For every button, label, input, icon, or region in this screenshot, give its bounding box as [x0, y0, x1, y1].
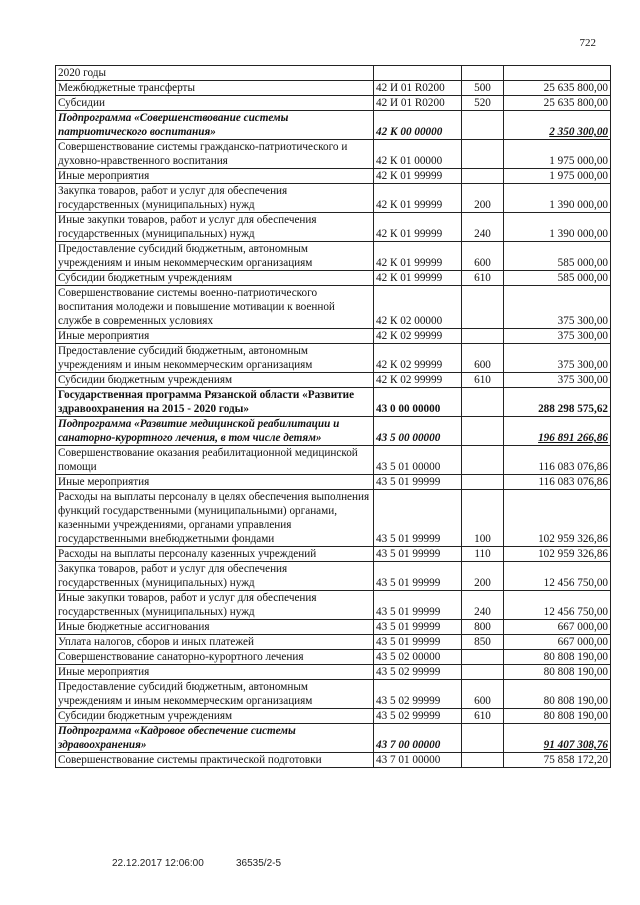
- row-code: 42 К 01 99999: [374, 213, 462, 242]
- row-amount: [504, 66, 611, 81]
- row-code: 43 5 01 99999: [374, 620, 462, 635]
- page-number: 722: [579, 37, 596, 49]
- row-name: Совершенствование санаторно-курортного лечения: [56, 650, 374, 665]
- row-expense-type: [462, 286, 504, 329]
- table-row: [56, 591, 611, 620]
- table-row: [56, 547, 611, 562]
- row-name: Расходы на выплаты персоналу казенных учреждений: [56, 547, 374, 562]
- row-name: Подпрограмма «Развитие медицинской реабилитации и санаторно-курортного лечения, в том числе детям»: [56, 417, 374, 446]
- row-amount: 1 390 000,00: [504, 213, 611, 242]
- row-amount: 75 858 172,20: [504, 753, 611, 768]
- table-row: [56, 562, 611, 591]
- table-body: [56, 66, 611, 768]
- row-code: 43 5 01 99999: [374, 490, 462, 547]
- row-expense-type: 610: [462, 373, 504, 388]
- row-name: Совершенствование системы военно-патриотического воспитания молодежи и повышение мотивации к военной службе в современных условиях: [56, 286, 374, 329]
- row-code: 43 5 01 99999: [374, 475, 462, 490]
- row-code: 43 5 01 00000: [374, 446, 462, 475]
- row-amount: 375 300,00: [504, 373, 611, 388]
- row-name: Закупка товаров, работ и услуг для обеспечения государственных (муниципальных) нужд: [56, 184, 374, 213]
- table-row: [56, 66, 611, 81]
- row-expense-type: 800: [462, 620, 504, 635]
- table-row: [56, 271, 611, 286]
- row-name: Совершенствование системы гражданско-патриотического и духовно-нравственного воспитания: [56, 140, 374, 169]
- table-row: [56, 753, 611, 768]
- row-name: Иные бюджетные ассигнования: [56, 620, 374, 635]
- row-name: Совершенствование оказания реабилитационной медицинской помощи: [56, 446, 374, 475]
- table-row: [56, 373, 611, 388]
- row-expense-type: 600: [462, 680, 504, 709]
- row-code: 42 К 02 99999: [374, 344, 462, 373]
- row-code: 43 5 01 99999: [374, 547, 462, 562]
- row-amount: 91 407 308,76: [504, 724, 611, 753]
- row-expense-type: 110: [462, 547, 504, 562]
- row-code: 42 И 01 R0200: [374, 81, 462, 96]
- row-code: 43 5 01 99999: [374, 635, 462, 650]
- table-row: [56, 417, 611, 446]
- table-row: [56, 490, 611, 547]
- row-code: 43 5 00 00000: [374, 417, 462, 446]
- row-code: 42 К 02 00000: [374, 286, 462, 329]
- table-row: [56, 140, 611, 169]
- row-amount: 80 808 190,00: [504, 709, 611, 724]
- row-expense-type: [462, 417, 504, 446]
- row-name: Государственная программа Рязанской области «Развитие здравоохранения на 2015 - 2020 годы»: [56, 388, 374, 417]
- row-name: Иные закупки товаров, работ и услуг для обеспечения государственных (муниципальных) нужд: [56, 213, 374, 242]
- row-code: 43 5 01 99999: [374, 562, 462, 591]
- row-amount: 102 959 326,86: [504, 547, 611, 562]
- row-amount: 1 390 000,00: [504, 184, 611, 213]
- row-amount: 25 635 800,00: [504, 81, 611, 96]
- table-row: [56, 169, 611, 184]
- row-code: 42 К 01 99999: [374, 242, 462, 271]
- row-name: Совершенствование системы практической подготовки: [56, 753, 374, 768]
- row-code: 43 0 00 00000: [374, 388, 462, 417]
- row-name: 2020 годы: [56, 66, 374, 81]
- row-name: Иные мероприятия: [56, 665, 374, 680]
- budget-table: [55, 65, 611, 768]
- row-expense-type: [462, 724, 504, 753]
- row-amount: 12 456 750,00: [504, 562, 611, 591]
- row-name: Субсидии бюджетным учреждениям: [56, 709, 374, 724]
- table-row: [56, 96, 611, 111]
- row-code: 43 5 01 99999: [374, 591, 462, 620]
- row-expense-type: [462, 388, 504, 417]
- row-expense-type: 200: [462, 562, 504, 591]
- row-expense-type: [462, 329, 504, 344]
- row-expense-type: 240: [462, 591, 504, 620]
- row-name: Субсидии бюджетным учреждениям: [56, 373, 374, 388]
- row-name: Иные мероприятия: [56, 329, 374, 344]
- row-amount: 375 300,00: [504, 286, 611, 329]
- row-amount: 375 300,00: [504, 344, 611, 373]
- row-amount: 12 456 750,00: [504, 591, 611, 620]
- row-expense-type: 100: [462, 490, 504, 547]
- row-code: 43 7 00 00000: [374, 724, 462, 753]
- row-name: Предоставление субсидий бюджетным, автономным учреждениям и иным некоммерческим организациям: [56, 242, 374, 271]
- row-amount: 585 000,00: [504, 242, 611, 271]
- row-expense-type: [462, 475, 504, 490]
- row-name: Межбюджетные трансферты: [56, 81, 374, 96]
- row-expense-type: [462, 753, 504, 768]
- row-name: Субсидии: [56, 96, 374, 111]
- row-code: [374, 66, 462, 81]
- row-amount: 667 000,00: [504, 635, 611, 650]
- row-expense-type: [462, 665, 504, 680]
- row-amount: 667 000,00: [504, 620, 611, 635]
- table-row: [56, 388, 611, 417]
- row-name: Иные мероприятия: [56, 169, 374, 184]
- row-name: Подпрограмма «Совершенствование системы патриотического воспитания»: [56, 111, 374, 140]
- table-row: [56, 81, 611, 96]
- row-code: 42 К 01 99999: [374, 271, 462, 286]
- table-row: [56, 446, 611, 475]
- row-expense-type: 500: [462, 81, 504, 96]
- table-row: [56, 213, 611, 242]
- table-row: [56, 680, 611, 709]
- table-row: [56, 242, 611, 271]
- row-name: Предоставление субсидий бюджетным, автономным учреждениям и иным некоммерческим организациям: [56, 680, 374, 709]
- row-code: 42 И 01 R0200: [374, 96, 462, 111]
- row-name: Субсидии бюджетным учреждениям: [56, 271, 374, 286]
- row-expense-type: 610: [462, 271, 504, 286]
- row-amount: 375 300,00: [504, 329, 611, 344]
- row-expense-type: 610: [462, 709, 504, 724]
- row-expense-type: [462, 66, 504, 81]
- row-expense-type: [462, 111, 504, 140]
- row-expense-type: [462, 446, 504, 475]
- row-code: 42 К 01 00000: [374, 140, 462, 169]
- row-amount: 102 959 326,86: [504, 490, 611, 547]
- row-name: Расходы на выплаты персоналу в целях обеспечения выполнения функций государственными (муниципальными) органами, казенными учреждениями, органами управления государственными внебюджетными фондами: [56, 490, 374, 547]
- row-amount: 196 891 266,86: [504, 417, 611, 446]
- table-row: [56, 344, 611, 373]
- row-expense-type: 200: [462, 184, 504, 213]
- row-expense-type: 600: [462, 242, 504, 271]
- table-row: [56, 650, 611, 665]
- table-row: [56, 620, 611, 635]
- row-code: 42 К 02 99999: [374, 329, 462, 344]
- row-amount: 1 975 000,00: [504, 140, 611, 169]
- row-amount: 288 298 575,62: [504, 388, 611, 417]
- table-row: [56, 475, 611, 490]
- table-row: [56, 635, 611, 650]
- row-name: Закупка товаров, работ и услуг для обеспечения государственных (муниципальных) нужд: [56, 562, 374, 591]
- footer-doc-number: 36535/2-5: [236, 858, 282, 869]
- row-name: Уплата налогов, сборов и иных платежей: [56, 635, 374, 650]
- row-expense-type: 240: [462, 213, 504, 242]
- row-amount: 25 635 800,00: [504, 96, 611, 111]
- row-code: 43 5 02 99999: [374, 680, 462, 709]
- row-amount: 80 808 190,00: [504, 650, 611, 665]
- row-expense-type: [462, 140, 504, 169]
- table-row: [56, 111, 611, 140]
- row-amount: 585 000,00: [504, 271, 611, 286]
- row-code: 43 5 02 00000: [374, 650, 462, 665]
- row-code: 42 К 00 00000: [374, 111, 462, 140]
- row-code: 42 К 01 99999: [374, 169, 462, 184]
- row-code: 43 5 02 99999: [374, 709, 462, 724]
- table-row: [56, 724, 611, 753]
- row-name: Предоставление субсидий бюджетным, автономным учреждениям и иным некоммерческим организациям: [56, 344, 374, 373]
- row-expense-type: [462, 169, 504, 184]
- row-amount: 2 350 300,00: [504, 111, 611, 140]
- row-name: Иные закупки товаров, работ и услуг для обеспечения государственных (муниципальных) нужд: [56, 591, 374, 620]
- row-name: Иные мероприятия: [56, 475, 374, 490]
- row-amount: 80 808 190,00: [504, 680, 611, 709]
- row-code: 42 К 01 99999: [374, 184, 462, 213]
- row-amount: 1 975 000,00: [504, 169, 611, 184]
- row-name: Подпрограмма «Кадровое обеспечение системы здравоохранения»: [56, 724, 374, 753]
- row-expense-type: 520: [462, 96, 504, 111]
- table-row: [56, 184, 611, 213]
- row-code: 42 К 02 99999: [374, 373, 462, 388]
- row-amount: 80 808 190,00: [504, 665, 611, 680]
- row-code: 43 5 02 99999: [374, 665, 462, 680]
- row-expense-type: 850: [462, 635, 504, 650]
- table-row: [56, 329, 611, 344]
- table-row: [56, 665, 611, 680]
- table-row: [56, 286, 611, 329]
- footer-date: 22.12.2017 12:06:00: [112, 858, 204, 869]
- row-expense-type: 600: [462, 344, 504, 373]
- row-code: 43 7 01 00000: [374, 753, 462, 768]
- row-amount: 116 083 076,86: [504, 475, 611, 490]
- row-amount: 116 083 076,86: [504, 446, 611, 475]
- row-expense-type: [462, 650, 504, 665]
- table-row: [56, 709, 611, 724]
